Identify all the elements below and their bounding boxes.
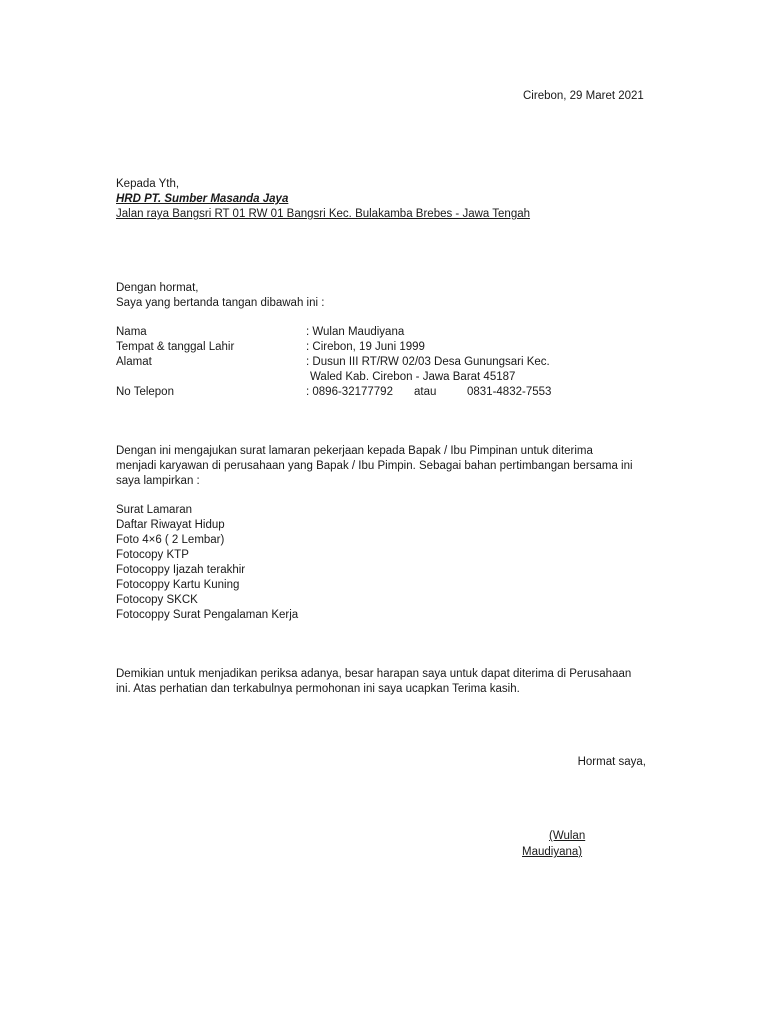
attachment-item: Fotocoppy Surat Pengalaman Kerja (116, 609, 299, 621)
signoff: Hormat saya, (577, 756, 646, 768)
body-line-1: Dengan ini mengajukan surat lamaran pekerjaan kepada Bapak / Ibu Pimpinan untuk diterima (116, 445, 593, 457)
attachment-item: Fotocopy SKCK (116, 594, 198, 606)
attachment-item: Fotocopy KTP (116, 549, 189, 561)
body-line-2: menjadi karyawan di perusahaan yang Bapak / Ibu Pimpin. Sebagai bahan pertimbangan bersama ini (116, 460, 633, 472)
address-label: Alamat (116, 356, 152, 368)
name-label: Nama (116, 326, 147, 338)
phone-value-primary: : 0896-32177792 (306, 386, 393, 398)
letter-date: Cirebon, 29 Maret 2021 (523, 90, 644, 102)
closing-line-2: ini. Atas perhatian dan terkabulnya permohonan ini saya ucapkan Terima kasih. (116, 683, 520, 695)
name-value: : Wulan Maudiyana (306, 326, 405, 338)
address-value-line2: Waled Kab. Cirebon - Jawa Barat 45187 (310, 371, 516, 383)
signature-line-1: (Wulan (549, 830, 586, 842)
birth-label: Tempat & tanggal Lahir (116, 341, 235, 353)
phone-or: atau (414, 386, 437, 398)
attachment-item: Fotocoppy Kartu Kuning (116, 579, 240, 591)
phone-label: No Telepon (116, 386, 174, 398)
attachment-item: Foto 4×6 ( 2 Lembar) (116, 534, 225, 546)
attachment-item: Surat Lamaran (116, 504, 193, 516)
phone-value-secondary: 0831-4832-7553 (467, 386, 552, 398)
salutation: Dengan hormat, (116, 282, 199, 294)
attachment-item: Fotocoppy Ijazah terakhir (116, 564, 246, 576)
signature-line-2: Maudiyana) (522, 846, 583, 858)
recipient-greeting: Kepada Yth, (116, 178, 180, 190)
closing-line-1: Demikian untuk menjadikan periksa adanya, besar harapan saya untuk dapat diterima di Perusahaan (116, 668, 632, 680)
recipient-address: Jalan raya Bangsri RT 01 RW 01 Bangsri Kec. Bulakamba Brebes - Jawa Tengah (116, 208, 531, 220)
body-line-3: saya lampirkan : (116, 475, 200, 487)
attachment-item: Daftar Riwayat Hidup (116, 519, 225, 531)
recipient-company: HRD PT. Sumber Masanda Jaya (116, 193, 289, 205)
address-value-line1: : Dusun III RT/RW 02/03 Desa Gunungsari Kec. (306, 356, 550, 368)
intro-line: Saya yang bertanda tangan dibawah ini : (116, 297, 325, 309)
birth-value: : Cirebon, 19 Juni 1999 (306, 341, 425, 353)
